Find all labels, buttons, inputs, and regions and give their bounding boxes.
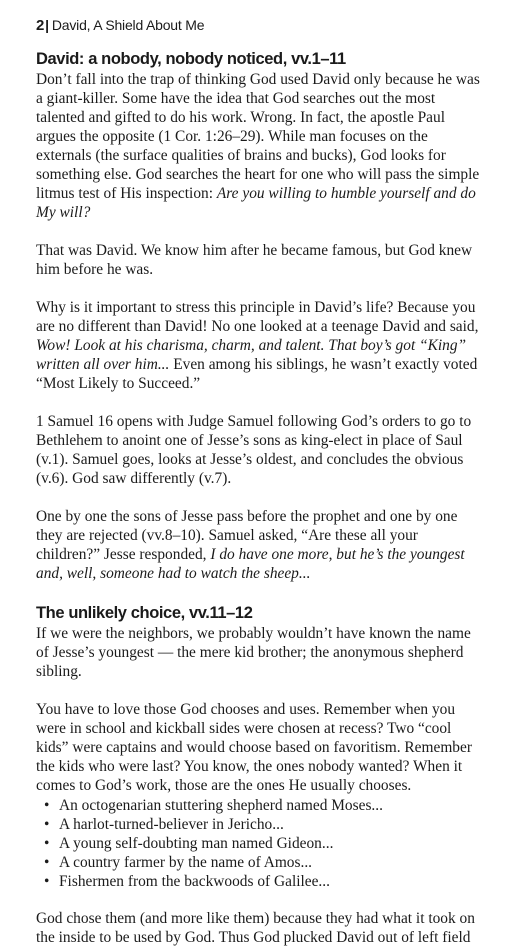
- list-item: • A young self-doubting man named Gideon...: [44, 834, 482, 853]
- section-heading-nobody: David: a nobody, nobody noticed, vv.1–11: [36, 50, 346, 68]
- paragraph-why-important: [36, 298, 482, 393]
- paragraph-one-by-one-quote: I do have one more, but he’s the youngest and, well, someone had to watch the sheep...: [36, 546, 465, 582]
- running-header: [36, 16, 482, 35]
- paragraph-samuel-16: 1 Samuel 16 opens with Judge Samuel following God’s orders to go to Bethlehem to anoint one of Jesse’s sons as king-elect in place of Saul (v.1). Samuel goes, looks at Jesse’s oldest, and concludes the obvious (v.6). God saw differently (v.7).: [36, 413, 472, 487]
- paragraph-trap-text: Don’t fall into the trap of thinking God used David only because he was a giant-killer. Some have the idea that God searches out the most talented and gifted to do his work. Wrong. In fact, the apostle Paul argues the opposite (1 Cor. 1:26–29). While man focuses on the externals (the surface qualities of brains and bucks), God looks for something else. God searches the heart for one who will pass the simple litmus test of His inspection:: [36, 71, 480, 202]
- paragraph-trap-question: Are you willing to humble yourself and do My will?: [36, 185, 476, 221]
- header-separator: |: [45, 17, 49, 33]
- paragraph-why-quote: Wow! Look at his charisma, charm, and talent. That boy’s got “King” written all over him...: [36, 337, 467, 373]
- paragraph-neighbors: If we were the neighbors, we probably wouldn’t have known the name of Jesse’s youngest — the mere kid brother; the anonymous shepherd sibling.: [36, 625, 471, 680]
- paragraph-god-chose-them: God chose them (and more like them) because they had what it took on the inside to be used by God. Thus God plucked David out of left field: [36, 910, 475, 946]
- paragraph-why-text: Why is it important to stress this principle in David’s life? Because you are no different than David! No one looked at a teenage David and said,: [36, 299, 479, 335]
- page-number: 2: [36, 17, 45, 34]
- list-item: • A country farmer by the name of Amos...: [44, 853, 482, 872]
- paragraph-why-tail: Even among his siblings, he wasn’t exactly voted “Most Likely to Succeed.”: [36, 356, 478, 392]
- paragraph-one-by-one: [36, 507, 482, 583]
- list-item: • An octogenarian stuttering shepherd named Moses...: [44, 796, 482, 815]
- chosen-list: [36, 796, 482, 891]
- book-title: David, A Shield About Me: [51, 17, 205, 33]
- paragraph-trap: [36, 70, 482, 222]
- paragraph-that-was-david: That was David. We know him after he became famous, but God knew him before he was.: [36, 242, 473, 278]
- section-heading-unlikely-choice: The unlikely choice, vv.11–12: [36, 604, 253, 622]
- list-item: • A harlot-turned-believer in Jericho...: [44, 815, 482, 834]
- paragraph-love-those: You have to love those God chooses and uses. Remember when you were in school and kickball sides were chosen at recess? Two “cool kids” were captains and would choose based on favoritism. Remember the kids who were last? You know, the ones nobody wanted? When it comes to God’s work, those are the ones He usually chooses.: [36, 701, 472, 794]
- paragraph-one-by-one-text: One by one the sons of Jesse pass before the prophet and one by one they are rejected (vv.8–10). Samuel asked, “Are these all your children?” Jesse responded,: [36, 508, 458, 563]
- list-item: • Fishermen from the backwoods of Galilee...: [44, 872, 482, 891]
